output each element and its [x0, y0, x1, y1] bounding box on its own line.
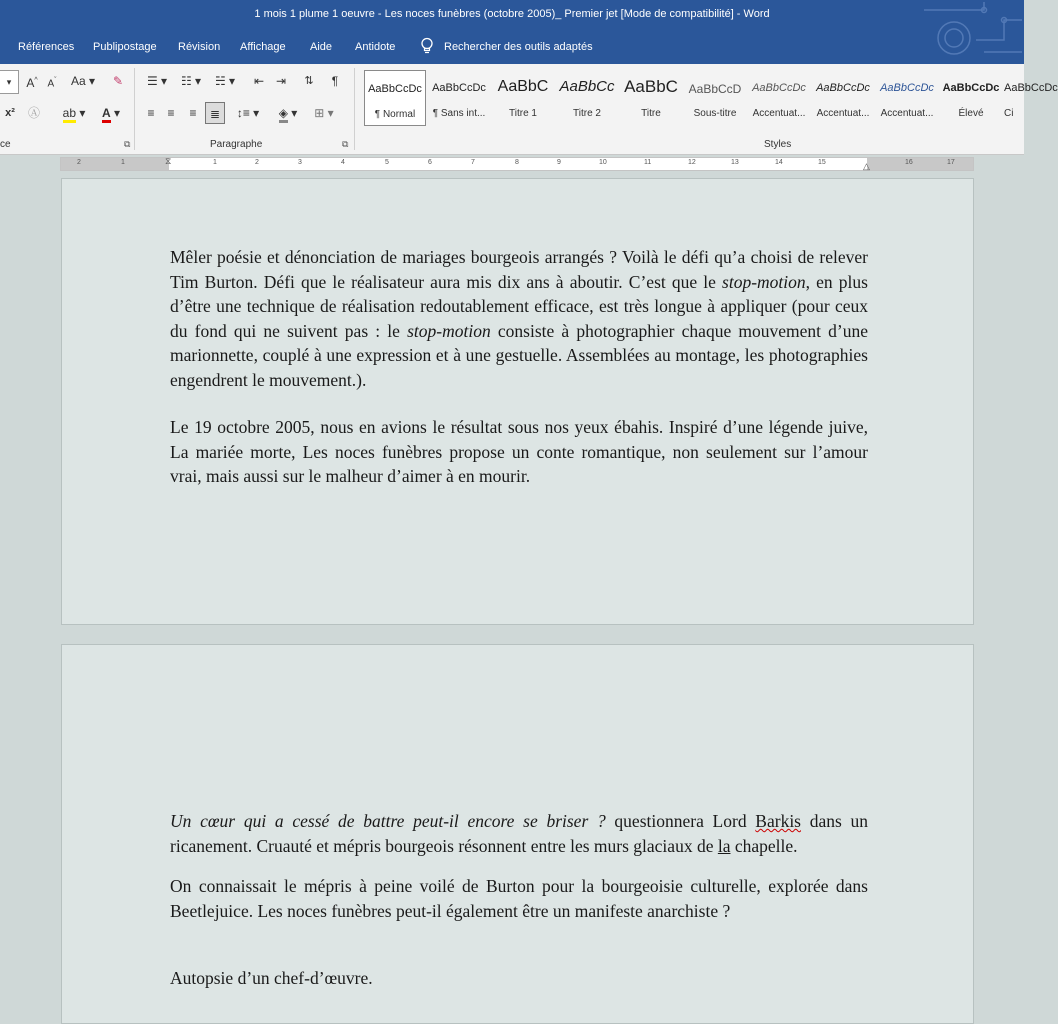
font-color-button[interactable]: A ▾ [96, 102, 126, 124]
align-right-icon[interactable]: ≡ [189, 106, 197, 120]
style-normal[interactable]: AaBbCcDc ¶ Normal [364, 70, 426, 126]
style-subtle-emphasis[interactable]: AaBbCcDc Accentuat... [752, 82, 806, 119]
ruler-right-margin [867, 158, 973, 170]
ruler-number: 9 [557, 159, 561, 166]
ruler-number: 1 [213, 159, 217, 166]
paragraph[interactable]: Mêler poésie et dénonciation de mariages bourgeois arrangés ? Voilà le défi qu’a choisi de relever Tim Burton. Défi que le réalisateur aura mis dix ans à aboutir. C’est que le stop-motion, en plus d’être une technique de réalisation redoutablement efficace, est très longue à appliquer (pour ceux du fond qui ne suivent pas : le stop-motion consiste à photographier chaque mouvement d’une marionnette, couplé à une expression et à une gestuelle. Assemblées au montage, les photographies engendrent le mouvement.). [170, 247, 868, 390]
search-tools-label[interactable]: Rechercher des outils adaptés [444, 41, 593, 53]
style-subtitle[interactable]: AaBbCcD Sous-titre [688, 82, 742, 119]
text-effects-icon[interactable]: Ⓐ [27, 106, 40, 120]
ruler-number: 17 [947, 159, 955, 166]
decrease-indent-icon[interactable]: ⇤ [253, 74, 265, 88]
ribbon-tabs [0, 30, 1024, 64]
justify-icon[interactable]: ≣ [205, 102, 225, 124]
multilevel-list-icon[interactable]: ☵ ▾ [214, 74, 236, 88]
style-heading-2[interactable]: AaBbCc Titre 2 [559, 78, 615, 119]
paragraph[interactable]: Un cœur qui a cessé de battre peut-il encore se briser ? questionnera Lord Barkis dans un ricanement. Cruauté et mépris bourgeois résonnent entre les murs glaciaux de la chapelle. [170, 811, 869, 856]
font-dialog-launcher-icon[interactable]: ⧉ [124, 139, 131, 149]
document-page[interactable] [61, 644, 974, 1024]
ruler-number: 4 [341, 159, 345, 166]
style-no-spacing[interactable]: AaBbCcDc ¶ Sans int... [432, 82, 486, 119]
paragraph[interactable]: Le 19 octobre 2005, nous en avions le résultat sous nos yeux ébahis. Inspiré d’une légende juive, La mariée morte, Les noces funèbres propose un conte romantique, non seulement sur l’amour vrai, mais aussi sur le malheur d’aimer à en mourir. [170, 417, 868, 486]
change-case-button[interactable]: Aa ▾ [70, 74, 96, 88]
grow-font-button[interactable]: A^ [26, 76, 38, 90]
shading-icon[interactable]: ◈ ▾ [272, 102, 304, 124]
group-separator [354, 68, 355, 150]
ruler-number: 3 [298, 159, 302, 166]
paragraph-group-label: Paragraphe [210, 139, 263, 150]
title-bar [0, 0, 1024, 30]
ruler-number: 15 [818, 159, 826, 166]
document-page[interactable] [61, 178, 974, 625]
ruler-number: 13 [731, 159, 739, 166]
tab-antidote[interactable]: Antidote [355, 41, 396, 53]
lightbulb-icon[interactable] [420, 37, 434, 58]
window-title: 1 mois 1 plume 1 oeuvre - Les noces funèbres (octobre 2005)_ Premier jet [Mode de compatibilité] - Word [254, 8, 770, 20]
ruler-number: 6 [428, 159, 432, 166]
paragraph[interactable]: On connaissait le mépris à peine voilé de Burton pour la bourgeoisie culturelle, explorée dans Beetlejuice. Les noces funèbres peut-il également être un manifeste anarchiste ? [170, 876, 868, 921]
numbering-icon[interactable]: ☷ ▾ [180, 74, 202, 88]
horizontal-ruler[interactable] [60, 157, 974, 171]
tab-aide[interactable]: Aide [310, 41, 333, 53]
paragraph-dialog-launcher-icon[interactable]: ⧉ [342, 139, 349, 149]
ruler-number: 7 [471, 159, 475, 166]
style-quote[interactable]: AaBbCcDc Ci [1004, 82, 1058, 119]
ruler-number: 11 [644, 159, 652, 166]
highlight-icon[interactable]: ab ▾ [58, 102, 90, 124]
bullets-icon[interactable]: ☰ ▾ [146, 74, 168, 88]
right-indent-marker-icon[interactable]: △ [863, 161, 870, 171]
align-left-icon[interactable]: ≡ [147, 106, 155, 120]
styles-gallery [362, 68, 1058, 130]
paragraph[interactable]: Autopsie d’un chef-d’œuvre. [170, 968, 373, 988]
style-intense-emphasis[interactable]: AaBbCcDc Accentuat... [880, 82, 934, 119]
align-center-icon[interactable]: ≡ [167, 106, 175, 120]
superscript-button[interactable]: x² [5, 107, 15, 119]
ruler-number: 8 [515, 159, 519, 166]
style-title[interactable]: AaBbC Titre [624, 77, 678, 119]
style-emphasis[interactable]: AaBbCcDc Accentuat... [816, 82, 870, 119]
ruler-number: 12 [688, 159, 696, 166]
borders-icon[interactable]: ⊞ ▾ [314, 106, 334, 120]
ruler-number: 1 [121, 159, 125, 166]
ruler-number: 10 [599, 159, 607, 166]
style-heading-1[interactable]: AaBbC Titre 1 [497, 78, 549, 119]
increase-indent-icon[interactable]: ⇥ [275, 74, 287, 88]
tab-revision[interactable]: Révision [178, 41, 221, 53]
shrink-font-button[interactable]: $A^ˇ$ [47, 77, 57, 90]
clear-formatting-icon[interactable]: ✎ [112, 74, 124, 88]
sort-icon[interactable]: ⇅ [304, 75, 314, 87]
tab-references[interactable]: Références [18, 41, 75, 53]
font-group-label: ce [0, 139, 11, 150]
indent-marker-icon[interactable]: ⧖ [165, 156, 172, 166]
ruler-number: 16 [905, 159, 913, 166]
ribbon [0, 64, 1058, 155]
grammar-mark[interactable]: la [717, 835, 731, 856]
styles-group-label: Styles [764, 139, 792, 150]
show-marks-icon[interactable]: ¶ [331, 74, 339, 88]
ruler-number: 14 [775, 159, 783, 166]
line-spacing-icon[interactable]: ↕≡ ▾ [236, 106, 260, 120]
ruler-number: 2 [77, 159, 81, 166]
ruler-number: 5 [385, 159, 389, 166]
spelling-error[interactable]: Barkis [755, 811, 801, 831]
ruler-number: 2 [255, 159, 259, 166]
tab-affichage[interactable]: Affichage [240, 41, 286, 53]
font-size-dropdown[interactable]: ▾ [0, 70, 19, 94]
tab-publipostage[interactable]: Publipostage [93, 41, 157, 53]
group-separator [134, 68, 135, 150]
style-strong[interactable]: AaBbCcDc Élevé [942, 82, 1000, 119]
